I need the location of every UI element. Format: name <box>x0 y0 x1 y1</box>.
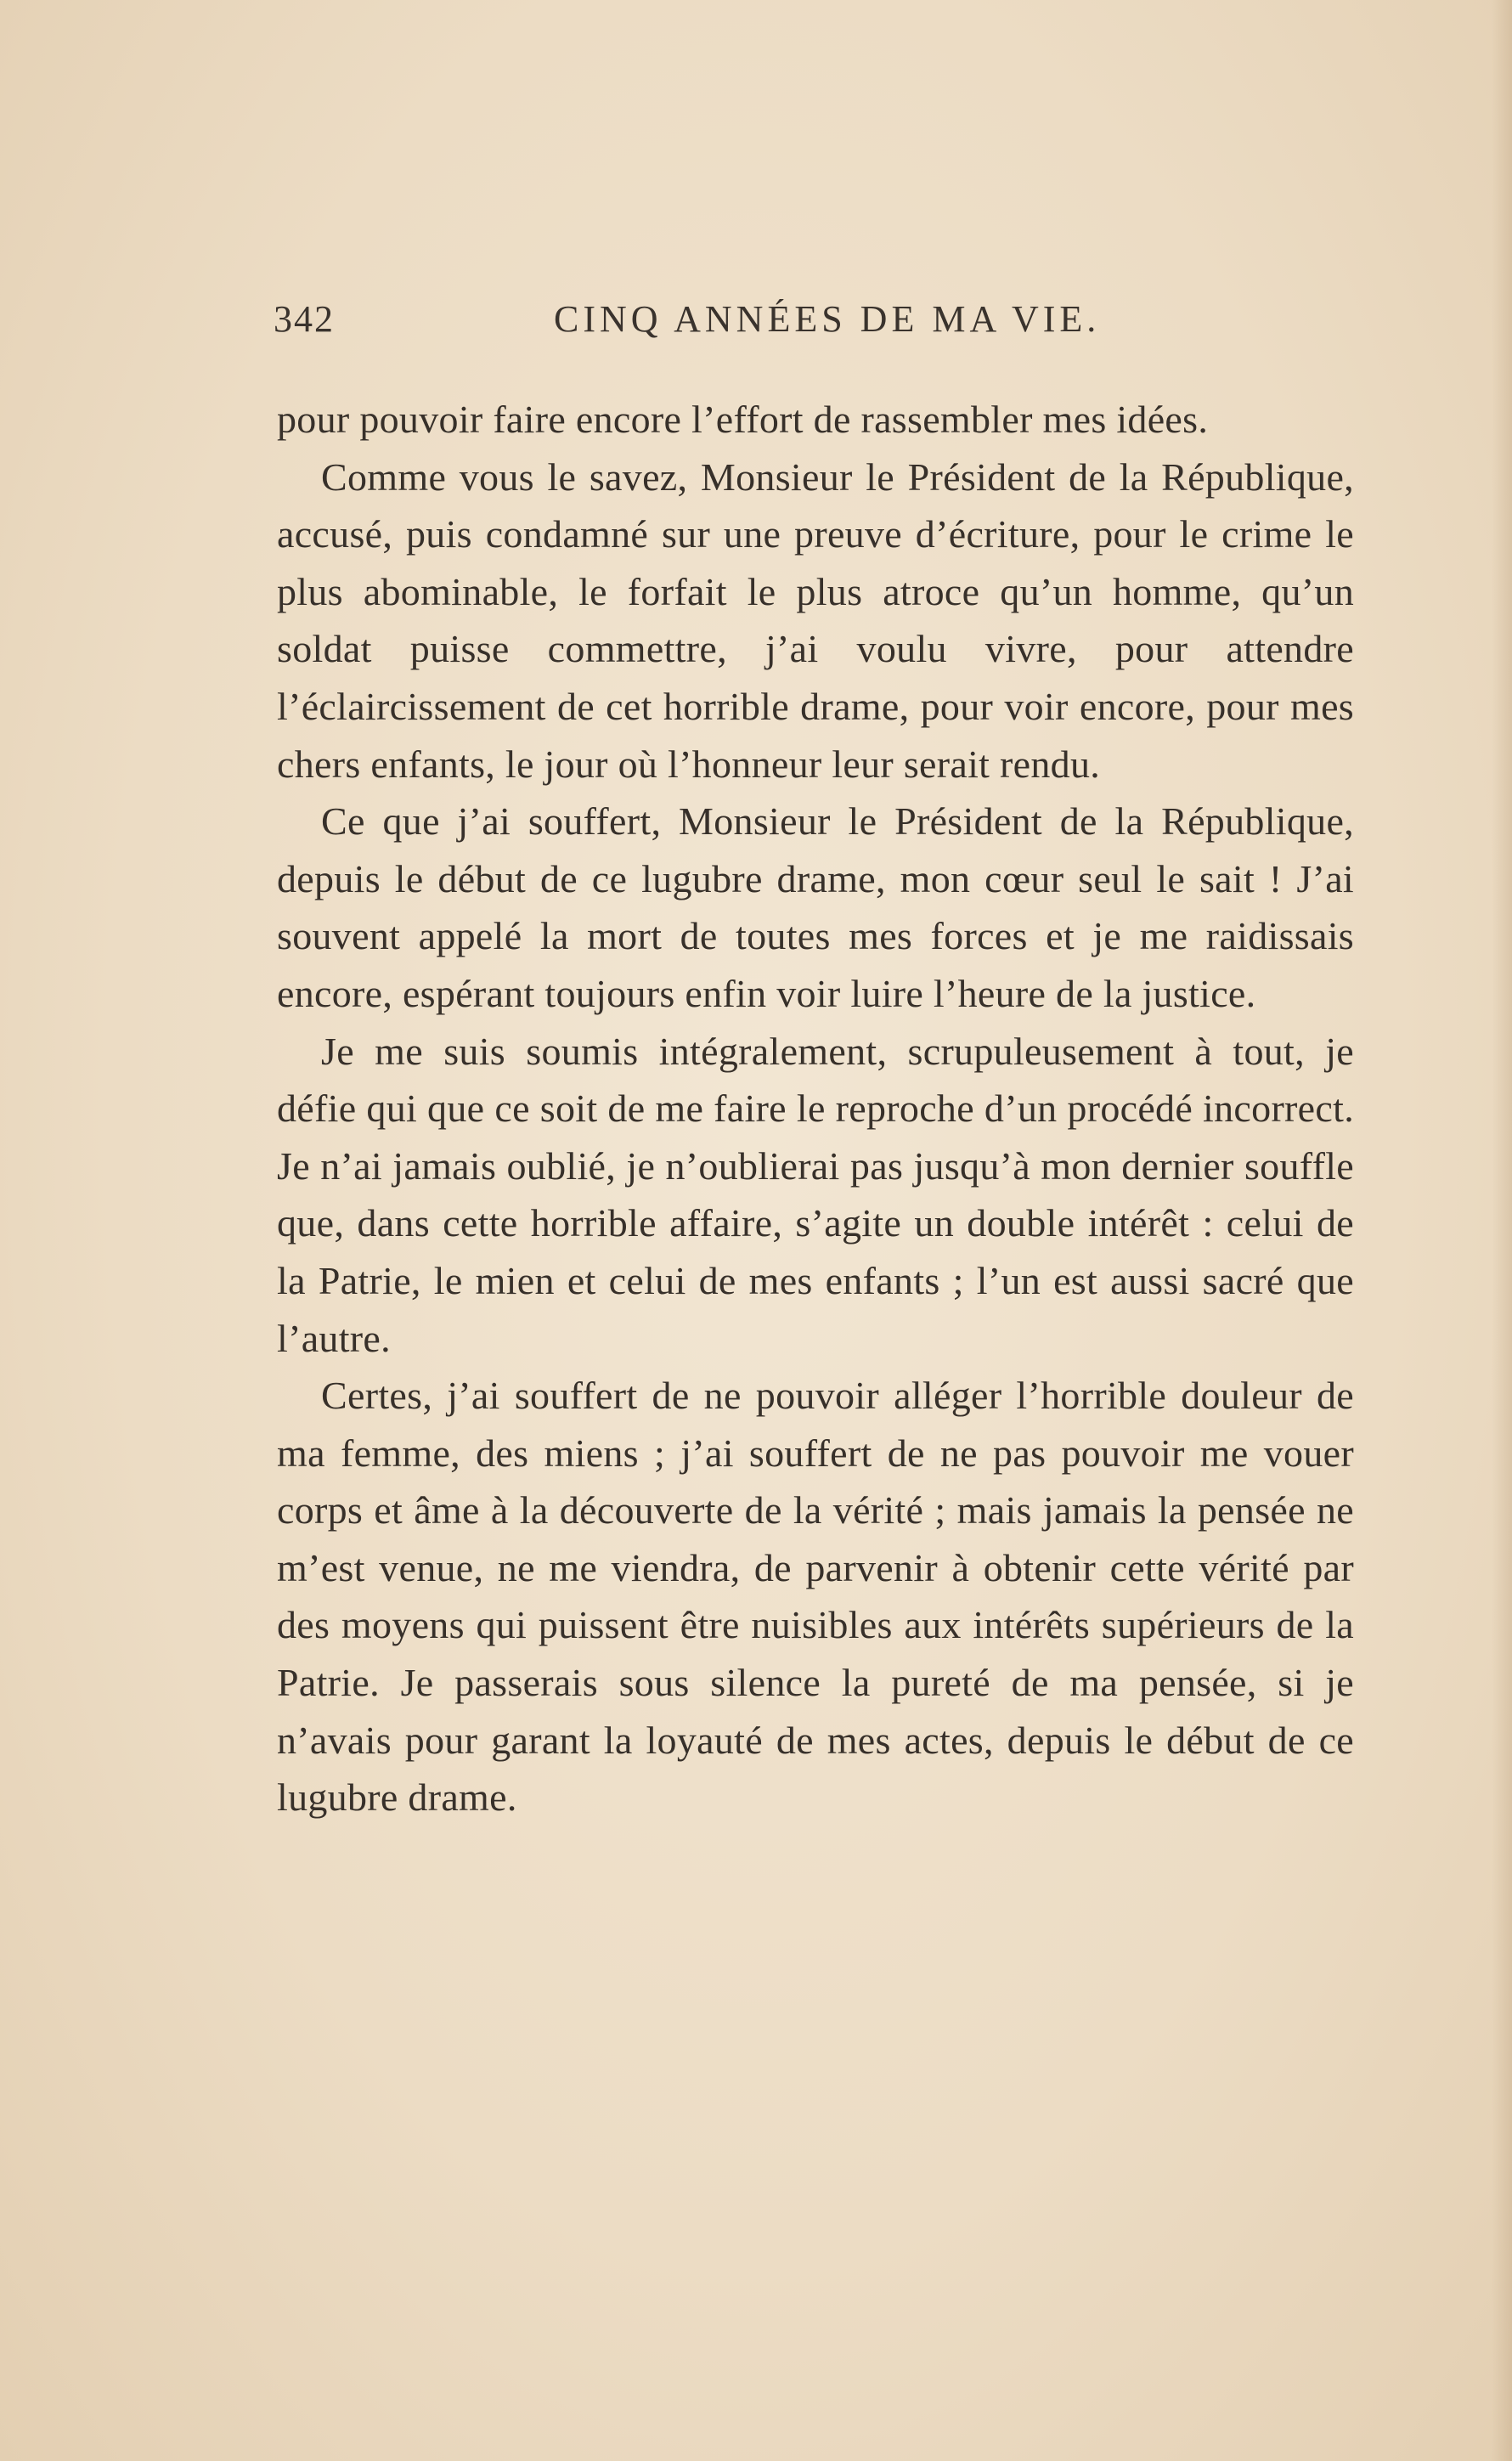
paragraph: Comme vous le savez, Monsieur le Président de la République, accusé, puis condamné sur une preuve d’écriture, pour le crime le plus abominable, le forfait le plus atroce qu’un homme, qu’un soldat puisse commettre, j’ai voulu vivre, pour attendre l’éclaircissement de cet horrible drame, pour voir encore, pour mes chers enfants, le jour où l’honneur leur serait rendu. <box>277 454 1354 786</box>
paragraph: Certes, j’ai souffert de ne pouvoir alléger l’horrible douleur de ma femme, des miens ; j’ai souffert de ne pas pouvoir me vouer corps et âme à la découverte de la vérité ; mais jamais la pensée ne m’est venue, ne me viendra, de parvenir à obtenir cette vérité par des moyens qui puissent être nuisibles aux intérêts supérieurs de la Patrie. Je passerais sous silence la pureté de ma pensée, si je n’avais pour garant la loyauté de mes actes, depuis le début de ce lugubre drame. <box>277 1374 1354 1820</box>
body-text <box>277 391 1354 1826</box>
page-number: 342 <box>274 298 335 340</box>
paragraph-continuation: pour pouvoir faire encore l’effort de rassembler mes idées. <box>277 398 1209 441</box>
running-head <box>274 297 1123 348</box>
page-edge-shadow <box>1492 0 1512 2461</box>
running-title: CINQ ANNÉES DE MA VIE. <box>554 298 1101 340</box>
paragraph: Ce que j’ai souffert, Monsieur le Président de la République, depuis le début de ce lugubre drame, mon cœur seul le sait ! J’ai souvent appelé la mort de toutes mes forces et je me raidissais encore, espérant toujours enfin voir luire l’heure de la justice. <box>277 799 1354 1015</box>
paragraph: Je me suis soumis intégralement, scrupuleusement à tout, je défie qui que ce soit de me faire le reproche d’un procédé incorrect. Je n’ai jamais oublié, je n’oublierai pas jusqu’à mon dernier souffle que, dans cette horrible affaire, s’agite un double intérêt : celui de la Patrie, le mien et celui de mes enfants ; l’un est aussi sacré que l’autre. <box>277 1029 1354 1360</box>
